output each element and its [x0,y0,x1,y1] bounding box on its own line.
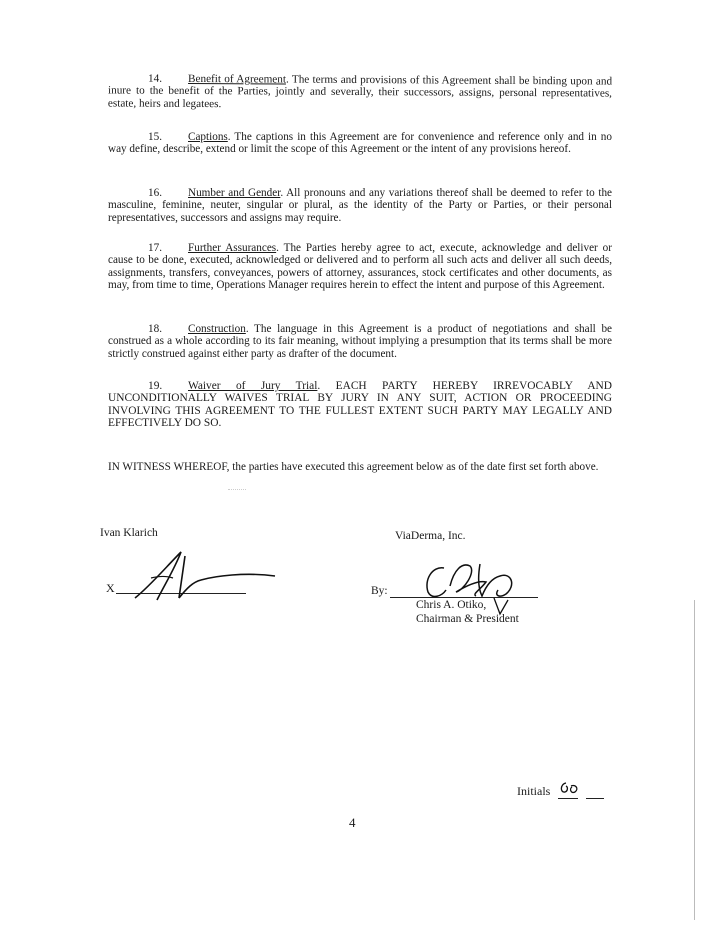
left-party-name: Ivan Klarich [100,527,158,539]
signer-title: Chairman & President [416,613,519,625]
clause-heading: Captions [188,131,228,143]
clause-19 [108,380,612,430]
clause-number: 14. [148,72,163,85]
clause-number: 16. [148,187,162,199]
clause-body: . The terms and provisions of this Agreement shall be binding upon and inure to the benefit of the Parties, jointly and severally, their successors, assigns, personal representatives, estate, heirs and legatees. [107,73,613,110]
clause-17 [108,242,612,291]
page-number: 4 [349,815,356,830]
initials-label: Initials [517,784,551,798]
signature-x-mark: X [106,581,115,595]
clause-body: . The captions in this Agreement are for convenience and reference only and in no way define, describe, extend or limit the scope of this Agreement or the intent of any provisions hereof. [108,131,612,156]
clause-number: 19. [148,380,163,392]
clause-number: 18. [148,323,162,335]
scan-artifact [228,489,246,490]
clause-body: . The Parties hereby agree to act, execute, acknowledge and deliver or cause to be done, executed, acknowledged or delivered and to perform all such acts and deliver all such deeds, assignments, transfers, conveyances, powers of attorney, assurances, stock certificates and other documents, as may, from time to time, Operations Manager requires herein to effect the intent and purpose of this Agreement. [108,242,612,291]
clause-heading: Waiver of Jury Trial [188,380,318,392]
clause-body: . The language in this Agreement is a product of negotiations and shall be construed as a whole according to its fair meaning, without implying a presumption that its terms shall be more strictly construed against either party as drafter of the document. [108,323,612,360]
clause-body: . EACH PARTY HEREBY IRREVOCABLY AND UNCONDITIONALLY WAIVES TRIAL BY JURY IN ANY SUIT, ACTION OR PROCEEDING INVOLVING THIS AGREEMENT TO THE FULLEST EXTENT SUCH PARTY MAY LEGALLY AND EFFECTIVELY DO SO. [108,380,612,430]
clause-heading: Construction [188,323,246,335]
initials-mark-icon [558,780,580,796]
clause-heading: Number and Gender [188,187,281,199]
clause-16 [108,187,612,224]
clause-15 [108,131,612,156]
witness-statement: IN WITNESS WHEREOF, the parties have executed this agreement below as of the date first set forth above. [108,461,599,473]
clause-14 [108,72,612,112]
clause-body: . All pronouns and any variations thereof shall be deemed to refer to the masculine, feminine, neuter, singular or plural, as the identity of the Party or Parties, or their personal representatives, successors and assigns may require. [108,187,612,224]
right-signature-icon [420,556,530,618]
scan-edge [694,600,695,920]
signer-name: Chris A. Otiko, [416,599,487,611]
clause-heading: Further Assurances [188,242,277,254]
by-label: By: [371,585,388,597]
initials-line [558,798,578,799]
initials-line [586,798,604,799]
clause-number: 15. [148,131,162,143]
right-party-company: ViaDerma, Inc. [395,530,466,542]
clause-18 [108,323,612,360]
clause-heading: Benefit of Agreement [188,72,287,86]
left-signature-icon [115,548,285,604]
clause-number: 17. [148,242,162,254]
